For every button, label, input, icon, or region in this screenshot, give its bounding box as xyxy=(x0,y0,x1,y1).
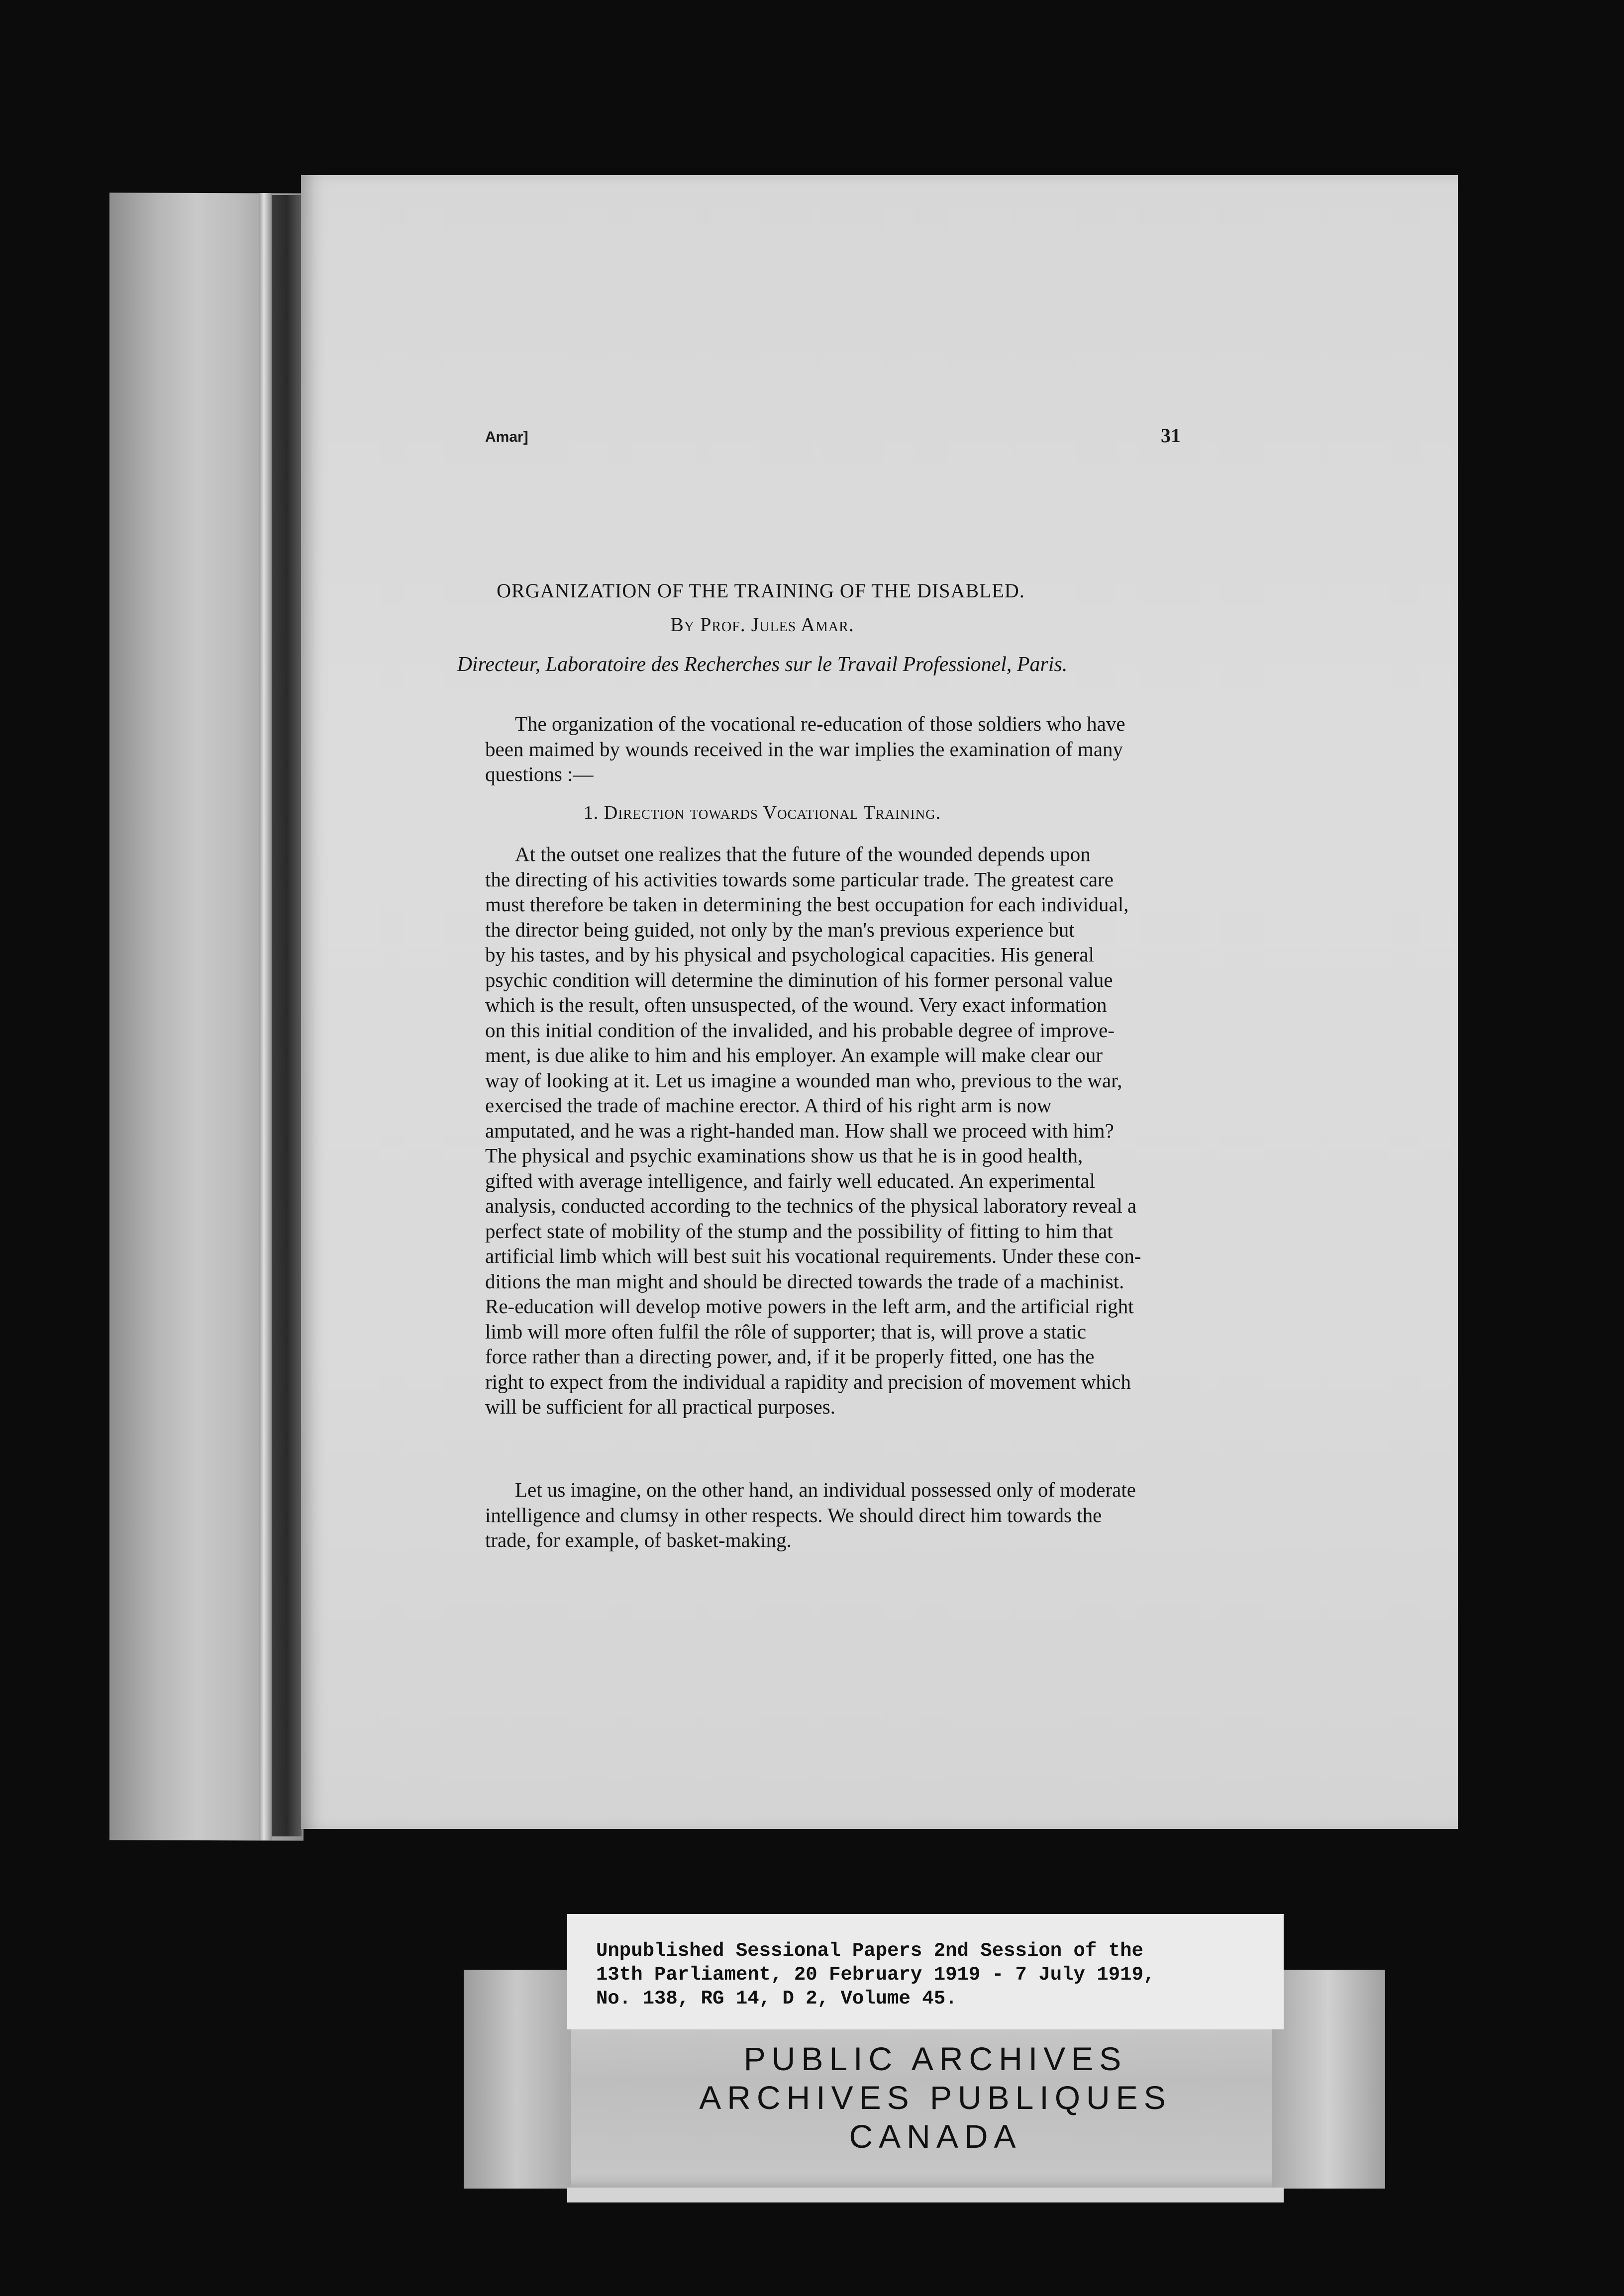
text-line: intelligence and clumsy in other respects. We should direct him towards the xyxy=(485,1503,1102,1527)
text-line: the directing of his activities towards some particular trade. The greatest care xyxy=(485,867,1114,891)
archive-stamp-text xyxy=(587,2039,1284,2156)
document-page xyxy=(301,175,1458,1829)
text-line: right to expect from the individual a rapidity and precision of movement which xyxy=(485,1370,1131,1393)
text-line: way of looking at it. Let us imagine a wounded man who, previous to the war, xyxy=(485,1068,1122,1092)
label-bottom-strip xyxy=(567,2188,1284,2202)
body-paragraph-2 xyxy=(485,1477,1199,1553)
article-title: ORGANIZATION OF THE TRAINING OF THE DISABLED. xyxy=(497,579,1025,602)
author-affiliation: Directeur, Laboratoire des Recherches sur le Travail Professionel, Paris. xyxy=(457,653,1068,676)
stamp-line: ARCHIVES PUBLIQUES xyxy=(699,2079,1172,2116)
stamp-line: CANADA xyxy=(849,2118,1022,2155)
text-line: amputated, and he was a right-handed man. How shall we proceed with him? xyxy=(485,1119,1114,1142)
text-line: The organization of the vocational re-education of those soldiers who have xyxy=(515,712,1125,735)
text-line: ment, is due alike to him and his employer. An example will make clear our xyxy=(485,1044,1103,1066)
text-line: At the outset one realizes that the future of the wounded depends upon xyxy=(515,843,1091,865)
section-heading: 1. Direction towards Vocational Training. xyxy=(583,802,941,823)
stamp-tab-right xyxy=(1272,1970,1385,2189)
label-line: Unpublished Sessional Papers 2nd Session of the xyxy=(596,1940,1143,1962)
archive-reference-label xyxy=(596,1939,1155,2010)
text-line: The physical and psychic examinations show us that he is in good health, xyxy=(485,1144,1083,1167)
text-line: gifted with average intelligence, and fairly well educated. An experimental xyxy=(485,1169,1096,1192)
label-line: 13th Parliament, 20 February 1919 - 7 July 1919, xyxy=(596,1964,1155,1986)
text-line: limb will more often fulfil the rôle of supporter; that is, will prove a static xyxy=(485,1320,1087,1343)
text-line: ditions the man might and should be directed towards the trade of a machinist. xyxy=(485,1269,1124,1293)
page-number: 31 xyxy=(1161,424,1181,447)
text-line: been maimed by wounds received in the war implies the examination of many xyxy=(485,737,1123,761)
text-line: exercised the trade of machine erector. A third of his right arm is now xyxy=(485,1094,1052,1117)
text-line: the director being guided, not only by the man's previous experience but xyxy=(485,918,1075,941)
text-line: artificial limb which will best suit his vocational requirements. Under these con- xyxy=(485,1244,1141,1267)
binding-fold xyxy=(259,193,272,1840)
text-line: by his tastes, and by his physical and psychological capacities. His general xyxy=(485,943,1094,966)
gutter-shadow xyxy=(272,195,302,1836)
text-line: force rather than a directing power, and, if it be properly fitted, one has the xyxy=(485,1345,1095,1368)
text-line: Let us imagine, on the other hand, an individual possessed only of moderate xyxy=(515,1478,1136,1501)
text-line: will be sufficient for all practical purposes. xyxy=(485,1395,835,1418)
text-line: trade, for example, of basket-making. xyxy=(485,1529,792,1551)
running-head: Amar] xyxy=(485,429,528,445)
text-line: perfect state of mobility of the stump and the possibility of fitting to him that xyxy=(485,1219,1113,1243)
text-line: analysis, conducted according to the technics of the physical laboratory reveal a xyxy=(485,1194,1137,1217)
label-line: No. 138, RG 14, D 2, Volume 45. xyxy=(596,1988,957,2009)
text-line: must therefore be taken in determining the best occupation for each individual, xyxy=(485,893,1129,916)
stamp-line: PUBLIC ARCHIVES xyxy=(743,2040,1127,2077)
text-line: questions :— xyxy=(485,763,594,785)
stamp-tab-left xyxy=(464,1970,571,2189)
text-line: psychic condition will determine the diminution of his former personal value xyxy=(485,968,1113,991)
text-line: Re-education will develop motive powers in the left arm, and the artificial right xyxy=(485,1295,1134,1318)
intro-paragraph xyxy=(485,711,1199,787)
body-paragraph-1 xyxy=(485,842,1199,1420)
text-line: on this initial condition of the invalided, and his probable degree of improve- xyxy=(485,1018,1115,1042)
author-byline: By Prof. Jules Amar. xyxy=(670,613,854,636)
text-line: which is the result, often unsuspected, of the wound. Very exact information xyxy=(485,993,1107,1016)
